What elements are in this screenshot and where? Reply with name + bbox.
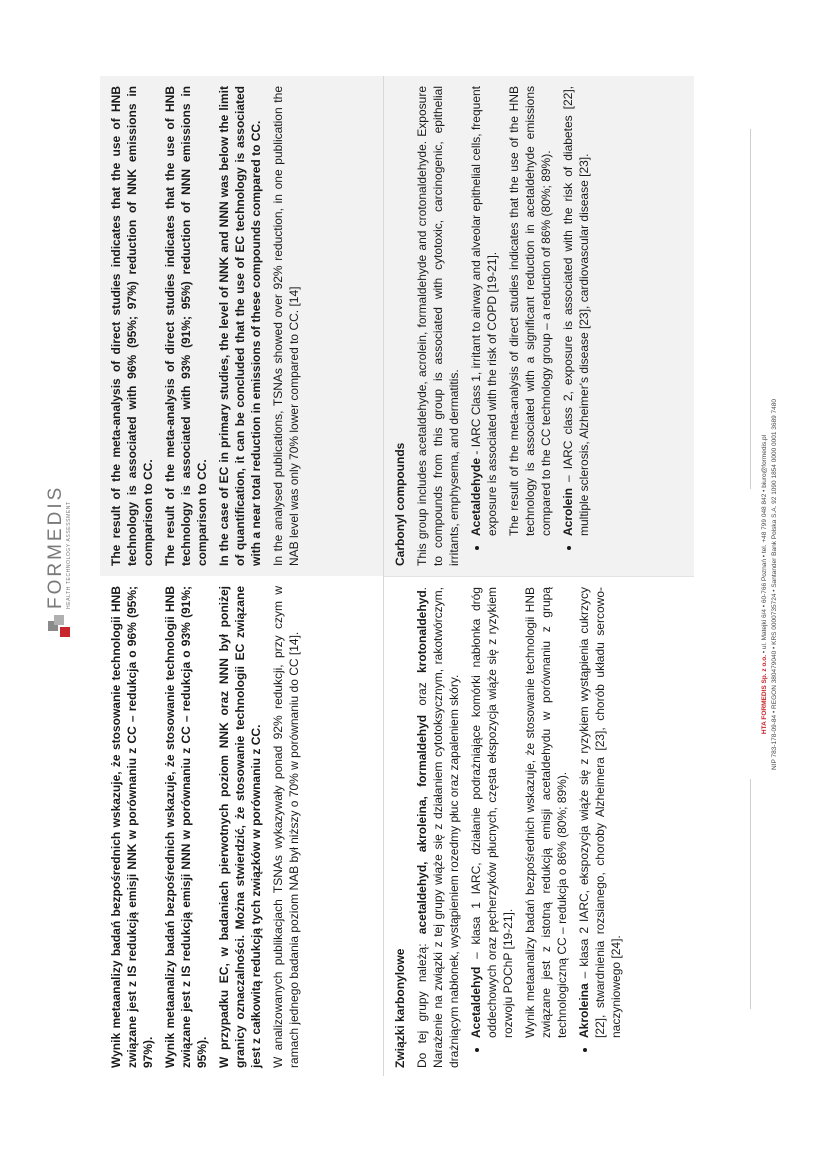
en-intro: This group includes acetaldehyde, acrolein, formaldehyde and crotonaldehyde. Exposure to compounds from this group is associated with cytotoxic, carcinogenic, epithelial irritants, emphysema, and dermatitis. xyxy=(415,86,461,566)
list-item-result: The result of the meta-analysis of direct studies indicates that the use of the HNB technology is associated with a significant reduction in acetaldehyde emissions compared to the CC technology group – a reduction of 86% (80%; 89%). xyxy=(507,86,553,536)
en-paragraph: The result of the meta-analysis of direct studies indicates that the use of HNB technology is associated with 96% (95%; 97%) reduction of NNK emissions in comparison to CC. xyxy=(109,86,155,566)
formedis-logo-icon xyxy=(48,615,70,637)
table-row-tsna xyxy=(100,76,384,1076)
footer-line-2: NIP 783-178-09-84 • REGON 380479040 • KRS 0000735724 • Santander Bank Polska S.A. 92 1090 1854 0000 0001 3689 7480 xyxy=(771,399,778,770)
en-paragraph: In the case of EC in primary studies, the level of NNK and NNN was below the limit of quantification, it can be concluded that the use of EC technology is associated with a near total reduction in emissions of these compounds compared to CC. xyxy=(217,86,263,566)
english-cell xyxy=(384,76,694,576)
en-paragraph: In the analysed publications, TSNAs showed over 92% reduction, in one publication the NAB level was only 70% lower compared to CC. [14] xyxy=(271,86,301,566)
table-row-carbonyl xyxy=(384,76,694,1076)
en-paragraph: The result of the meta-analysis of direct studies indicates that the use of HNB technology is associated with 93% (91%; 95%) reduction of NNN emissions in comparison to CC. xyxy=(163,86,209,566)
polish-cell xyxy=(384,576,694,1076)
bilingual-table xyxy=(100,76,694,1076)
list-item: • Acetaldehyde - IARC Class 1, irritant to airway and alveolar epithelial cells, frequent exposure is associated with the risk of COPD [19-21]. xyxy=(468,86,500,536)
pl-compound-list xyxy=(468,587,624,1068)
english-cell xyxy=(100,76,383,576)
footer-divider-left xyxy=(750,779,751,1009)
logo-subtitle: HEALTH TECHNOLOGY ASSESSMENT xyxy=(66,501,72,609)
list-item: • Acrolein – IARC class 2, exposure is associated with the risk of diabetes [22], multiple sclerosis, Alzheimer's disease [23], cardiovascular disease [23]. xyxy=(560,86,592,536)
en-compound-list xyxy=(468,86,592,566)
polish-cell xyxy=(100,576,383,1076)
pl-intro: Do tej grupy należą: acetaldehyd, akroleina, formaldehyd oraz krotonaldehyd. Narażenie na związki z tej grupy wiąże się z działaniem cytotoksycznym, rakotwórczym, drażniącym nabłonek, wystąpieniem rozedmy płuc oraz zapaleniem skóry. xyxy=(415,586,461,1068)
footer-line-1: HTA FORMEDIS Sp. z o.o. • ul. Matejki 6/4 • 60-766 Poznań • tel. +48 799 048 842 • biuro@formedis.pl xyxy=(761,434,768,735)
list-item: • Akroleina – klasa 2 IARC, ekspozycja wiąże się z ryzykiem wystąpienia cukrzycy [22], stwardnienia rozsianego, choroby Alzheimera [23], chorób układu sercowo-naczyniowego [24]. xyxy=(576,587,624,1038)
pl-paragraph: W analizowanych publikacjach TSNAs wykazywały ponad 92% redukcji, przy czym w ramach jednego badania poziom NAB był niższy o 70% w porównaniu do CC [14]. xyxy=(271,586,301,1068)
formedis-logo xyxy=(46,485,72,637)
section-title: Carbonyl compounds xyxy=(393,442,407,566)
footer-divider-right xyxy=(750,129,751,489)
pl-paragraph: Wynik metaanalizy badań bezpośrednich wskazuje, że stosowanie technologii HNB związane jest z IS redukcją emisji NNN w porównaniu z CC – redukcja o 93% (91%; 95%). xyxy=(163,586,209,1068)
list-item: • Acetaldehyd – klasa 1 IARC, działanie podrażniające komórki nabłonka dróg oddechowych oraz pęcherzyków płucnych, częsta ekspozycja wiąże się z ryzykiem rozwoju POChP [19-21]. xyxy=(468,587,516,1038)
logo-name: FORMEDIS xyxy=(45,484,66,609)
list-item-result: Wynik metaanalizy badań bezpośrednich wskazuje, że stosowanie technologii HNB związane jest z istotną redukcją emisji acetaldehydu w porównaniu z grupą technologiczną CC – redukcja o 86% (80%; 89%). xyxy=(523,587,569,1038)
pl-paragraph: Wynik metaanalizy badań bezpośrednich wskazuje, że stosowanie technologii HNB związane jest z IS redukcją emisji NNK w porównaniu z CC – redukcja o 96% (95%; 97%). xyxy=(109,586,155,1068)
section-title: Związki karbonylowe xyxy=(393,948,407,1068)
footer xyxy=(760,0,780,1169)
pl-paragraph: W przypadku EC, w badaniach pierwotnych poziom NNK oraz NNN był poniżej granicy oznaczalności. Można stwierdzić, że stosowanie technologii EC związane jest z całkowitą redukcją tych związków w porównaniu z CC. xyxy=(217,586,263,1068)
